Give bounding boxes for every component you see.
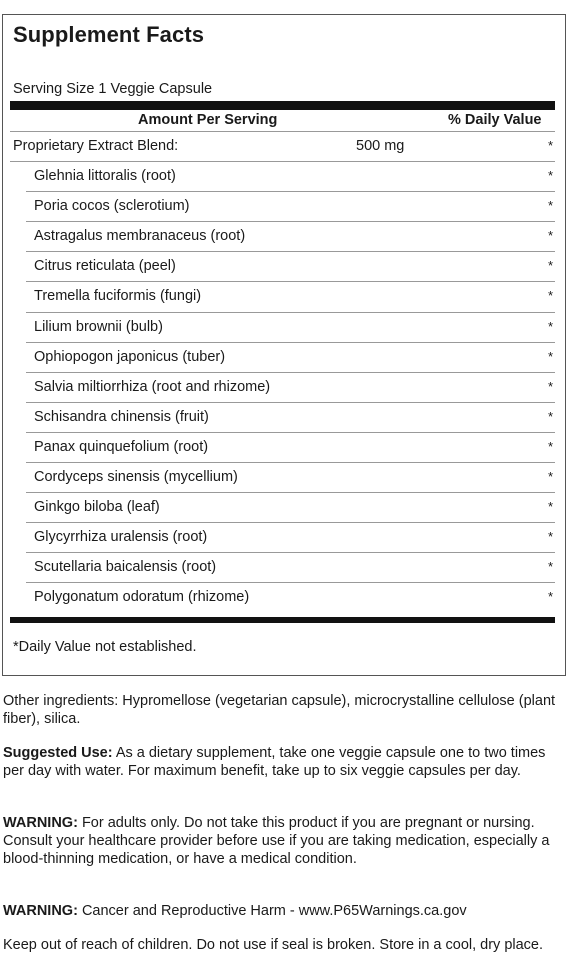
ingredient-name: Glycyrrhiza uralensis (root) (34, 529, 208, 546)
ingredient-name: Citrus reticulata (peel) (34, 258, 176, 275)
other-ingredients: Other ingredients: Hypromellose (vegetarian capsule), microcrystalline cellulose (plant fiber), silica. (3, 693, 556, 727)
row-divider (26, 221, 555, 222)
row-divider (26, 462, 555, 463)
row-divider (26, 552, 555, 553)
ingredient-name: Ginkgo biloba (leaf) (34, 499, 160, 516)
suggested-use (3, 744, 565, 780)
warning-label: WARNING: (3, 815, 78, 831)
row-divider (26, 492, 555, 493)
divider (10, 131, 555, 132)
row-divider (26, 342, 555, 343)
ingredient-name: Scutellaria baicalensis (root) (34, 559, 217, 576)
row-divider (26, 251, 555, 252)
ingredient-name: Cordyceps sinensis (mycellium) (34, 469, 238, 485)
ingredient-name: Glehnia littoralis (root) (34, 168, 176, 184)
ingredient-dv: * (548, 589, 554, 605)
row-divider (26, 281, 555, 282)
row-divider (26, 582, 555, 583)
ingredient-name: Tremella fuciformis (fungi) (34, 288, 202, 305)
ingredient-dv: * (548, 198, 554, 214)
row-divider (26, 402, 555, 403)
ingredient-dv: * (548, 348, 554, 364)
ingredient-dv: * (548, 559, 554, 575)
warning-label: WARNING: (3, 903, 78, 919)
header-divider-thick (10, 101, 555, 110)
daily-value-header: % Daily Value (448, 112, 542, 128)
row-divider (10, 161, 555, 162)
ingredient-name: Poria cocos (sclerotium) (34, 198, 190, 215)
blend-amount: 500 mg (356, 138, 405, 154)
row-divider (26, 372, 555, 373)
ingredient-name: Ophiopogon japonicus (tuber) (34, 348, 226, 365)
suggested-use-label: Suggested Use: (3, 745, 113, 761)
ingredient-dv: * (548, 378, 554, 394)
serving-size: Serving Size 1 Veggie Capsule (13, 81, 213, 97)
amount-per-serving-header: Amount Per Serving (138, 112, 278, 128)
ingredient-dv: * (548, 288, 554, 304)
ingredient-dv: * (548, 228, 554, 244)
panel-title: Supplement Facts (13, 22, 205, 47)
ingredient-name: Schisandra chinensis (fruit) (34, 408, 209, 425)
warning-text: Cancer and Reproductive Harm - www.P65Warnings.ca.gov (77, 903, 467, 919)
row-divider (26, 522, 555, 523)
ingredient-dv: * (548, 408, 554, 424)
daily-value-footnote: *Daily Value not established. (13, 639, 197, 655)
ingredient-dv: * (548, 318, 554, 334)
row-divider (26, 312, 555, 313)
ingredient-dv: * (548, 499, 554, 515)
row-divider (26, 191, 555, 192)
suggested-use-text: As a dietary supplement, take one veggie capsule one to two times per day with water. For maximum benefit, take up to six veggie capsules per day. (3, 745, 546, 779)
row-divider (26, 432, 555, 433)
ingredient-dv: * (548, 258, 554, 274)
bottom-divider-thick (10, 617, 555, 623)
ingredient-dv: * (548, 168, 554, 183)
storage-instructions: Keep out of reach of children. Do not use if seal is broken. Store in a cool, dry place. (3, 937, 544, 953)
blend-dv: * (548, 138, 554, 153)
ingredient-name: Panax quinquefolium (root) (34, 438, 209, 455)
warning-general (3, 814, 565, 868)
ingredient-name: Polygonatum odoratum (rhizome) (34, 589, 250, 606)
ingredient-name: Astragalus membranaceus (root) (34, 228, 246, 245)
ingredient-name: Salvia miltiorrhiza (root and rhizome) (34, 378, 271, 395)
blend-name: Proprietary Extract Blend: (13, 138, 179, 154)
ingredient-dv: * (548, 438, 554, 454)
ingredient-name: Lilium brownii (bulb) (34, 318, 163, 335)
ingredient-dv: * (548, 529, 554, 545)
warning-prop65 (3, 902, 565, 920)
warning-text: For adults only. Do not take this product if you are pregnant or nursing. Consult your healthcare provider before use if you are taking medication, especially a blood-thinning medication, or have a medical condition. (3, 815, 550, 867)
ingredient-dv: * (548, 469, 554, 484)
